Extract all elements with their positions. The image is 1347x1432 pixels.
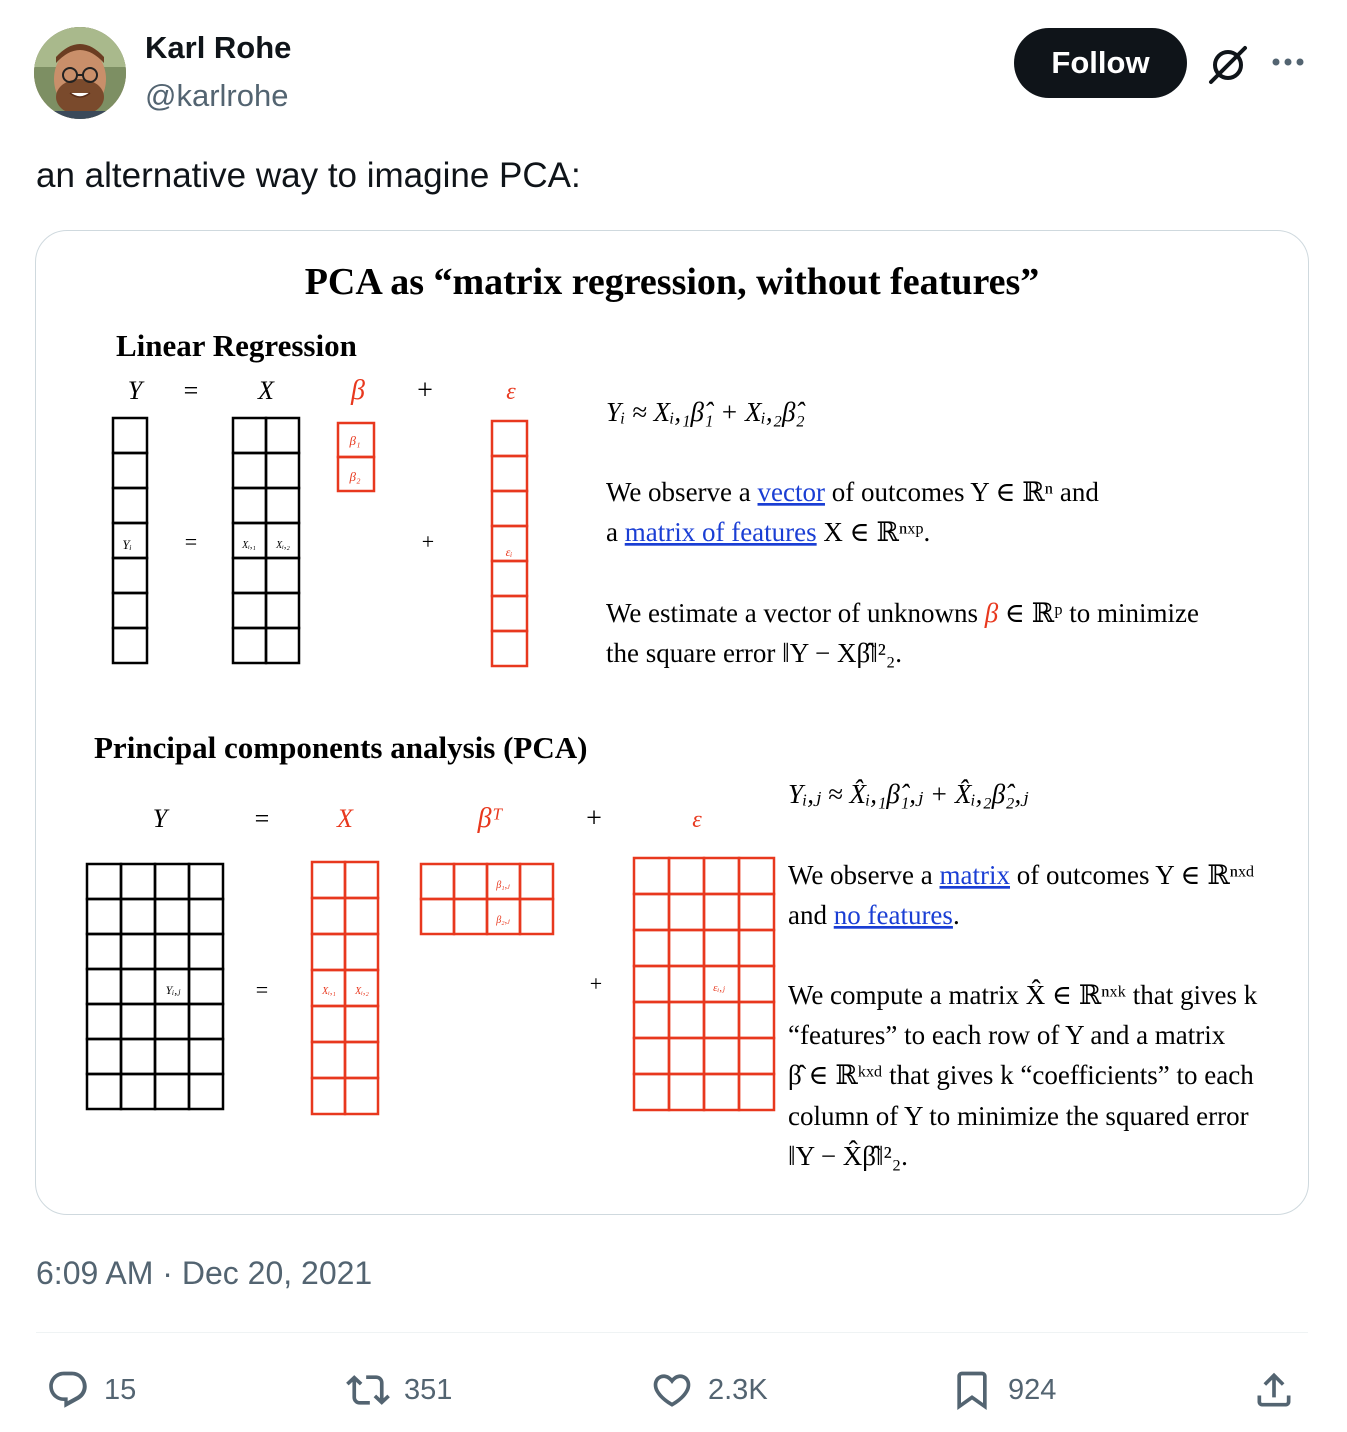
matrix-cell bbox=[312, 1006, 345, 1042]
matrix-cell bbox=[266, 593, 299, 628]
lr-middle-equals: = bbox=[184, 529, 198, 554]
lr-link-vector: vector bbox=[757, 477, 825, 507]
matrix-cell bbox=[113, 453, 147, 488]
lr-label-x: X bbox=[258, 376, 274, 405]
matrix-cell bbox=[189, 1004, 223, 1039]
matrix-cell bbox=[233, 488, 266, 523]
repost-icon bbox=[346, 1368, 390, 1412]
like-button[interactable] bbox=[650, 1365, 768, 1415]
matrix-cell bbox=[189, 899, 223, 934]
matrix-cell bbox=[113, 558, 147, 593]
matrix-cell bbox=[312, 934, 345, 970]
matrix-cell bbox=[87, 899, 121, 934]
lr-label-plus: + bbox=[417, 375, 433, 406]
pca-cell-y: Yᵢ,ⱼ bbox=[165, 983, 181, 997]
lr-link-matrix-features: matrix of features bbox=[624, 517, 817, 547]
matrix-cell bbox=[189, 864, 223, 899]
matrix-cell bbox=[634, 1038, 669, 1074]
lr-cell-b1: β₁ bbox=[349, 433, 361, 448]
matrix-cell bbox=[266, 558, 299, 593]
matrix-cell bbox=[266, 453, 299, 488]
matrix-cell bbox=[266, 628, 299, 663]
matrix-cell bbox=[704, 858, 739, 894]
matrix-cell bbox=[266, 418, 299, 453]
like-count: 2.3K bbox=[708, 1373, 768, 1406]
reply-button[interactable] bbox=[46, 1365, 136, 1415]
pca-cell-b1: β₁,ⱼ bbox=[496, 880, 510, 891]
matrix-cell bbox=[233, 418, 266, 453]
matrix-cell bbox=[87, 1004, 121, 1039]
pca-matrix-y bbox=[87, 864, 223, 1109]
matrix-cell bbox=[121, 969, 155, 1004]
matrix-cell bbox=[87, 969, 121, 1004]
matrix-cell bbox=[704, 1074, 739, 1110]
lr-cell-e: εᵢ bbox=[505, 545, 513, 559]
timestamp[interactable]: 6:09 AM · Dec 20, 2021 bbox=[36, 1255, 373, 1291]
matrix-cell bbox=[189, 969, 223, 1004]
repost-count: 351 bbox=[404, 1373, 453, 1406]
heart-icon bbox=[650, 1368, 694, 1412]
bookmark-button[interactable] bbox=[950, 1365, 1056, 1415]
lr-label-epsilon: ε bbox=[506, 379, 516, 405]
matrix-cell bbox=[121, 934, 155, 969]
matrix-cell bbox=[312, 898, 345, 934]
matrix-cell bbox=[155, 1004, 189, 1039]
matrix-cell bbox=[669, 1002, 704, 1038]
pca-compute-line5: ‖Y − X̂β̂‖²₂. bbox=[788, 1141, 908, 1171]
pca-link-no-features: no features bbox=[833, 900, 953, 930]
tweet-text: an alternative way to imagine PCA: bbox=[36, 156, 581, 195]
matrix-cell bbox=[233, 628, 266, 663]
share-icon bbox=[1252, 1368, 1296, 1412]
follow-button[interactable]: Follow bbox=[1014, 28, 1187, 98]
matrix-cell bbox=[634, 1002, 669, 1038]
matrix-cell bbox=[113, 418, 147, 453]
pca-observe-line1: We observe a matrix of outcomes Y ∈ ℝⁿˣᵈ bbox=[788, 860, 1255, 890]
pca-heading: Principal components analysis (PCA) bbox=[94, 730, 588, 765]
matrix-cell bbox=[492, 631, 527, 666]
pca-compute-line2: “features” to each row of Y and a matrix bbox=[788, 1020, 1226, 1050]
reply-count: 15 bbox=[104, 1373, 137, 1406]
matrix-cell bbox=[189, 1039, 223, 1074]
matrix-cell bbox=[345, 1078, 378, 1114]
matrix-cell bbox=[634, 930, 669, 966]
repost-button[interactable] bbox=[346, 1365, 452, 1415]
pca-label-plus: + bbox=[586, 803, 602, 834]
matrix-cell bbox=[155, 934, 189, 969]
matrix-cell bbox=[312, 1078, 345, 1114]
lr-heading: Linear Regression bbox=[116, 328, 357, 363]
lr-cell-b2: β₂ bbox=[349, 469, 361, 484]
divider bbox=[36, 1332, 1308, 1333]
matrix-cell bbox=[739, 1002, 774, 1038]
matrix-cell bbox=[312, 1042, 345, 1078]
avatar-image bbox=[34, 27, 126, 119]
matrix-cell bbox=[634, 858, 669, 894]
matrix-cell bbox=[492, 421, 527, 456]
lr-estimate-line2: the square error ‖Y − Xβ̂‖²₂. bbox=[606, 638, 903, 668]
pca-cell-x2: Xᵢ,₂ bbox=[355, 986, 369, 997]
pca-observe-line2: and no features. bbox=[788, 900, 960, 930]
matrix-cell bbox=[87, 934, 121, 969]
pca-label-equals: = bbox=[254, 804, 270, 833]
pca-label-y: Y bbox=[152, 804, 168, 833]
matrix-cell bbox=[189, 1074, 223, 1109]
matrix-cell bbox=[189, 934, 223, 969]
matrix-cell bbox=[520, 864, 553, 899]
matrix-cell bbox=[454, 864, 487, 899]
pca-cell-x1: Xᵢ,₁ bbox=[322, 986, 336, 997]
pca-matrix-betaT bbox=[421, 864, 553, 934]
lr-label-equals: = bbox=[183, 376, 199, 405]
matrix-cell bbox=[634, 966, 669, 1002]
matrix-cell bbox=[345, 934, 378, 970]
matrix-cell bbox=[121, 1039, 155, 1074]
matrix-cell bbox=[266, 488, 299, 523]
matrix-cell bbox=[492, 456, 527, 491]
matrix-cell bbox=[121, 899, 155, 934]
matrix-cell bbox=[669, 1038, 704, 1074]
matrix-cell bbox=[312, 862, 345, 898]
matrix-cell bbox=[739, 1074, 774, 1110]
lr-cell-x1: Xᵢ,₁ bbox=[242, 540, 256, 551]
matrix-cell bbox=[739, 930, 774, 966]
bookmark-count: 924 bbox=[1008, 1373, 1057, 1406]
grok-icon[interactable] bbox=[1205, 42, 1251, 88]
slide-figure bbox=[36, 231, 1308, 1214]
matrix-cell bbox=[520, 899, 553, 934]
lr-formula: Yᵢ ≈ Xᵢ,₁β̂₁ + Xᵢ,₂β̂₂ bbox=[606, 397, 805, 427]
author-handle[interactable]: @karlrohe bbox=[145, 78, 289, 113]
matrix-cell bbox=[704, 1002, 739, 1038]
matrix-cell bbox=[87, 864, 121, 899]
matrix-cell bbox=[345, 1006, 378, 1042]
author-name[interactable]: Karl Rohe bbox=[145, 30, 292, 65]
matrix-cell bbox=[739, 1038, 774, 1074]
reply-icon bbox=[46, 1368, 90, 1412]
pca-label-betaT: βᵀ bbox=[477, 803, 503, 834]
matrix-cell bbox=[155, 864, 189, 899]
matrix-cell bbox=[345, 862, 378, 898]
bookmark-icon bbox=[950, 1368, 994, 1412]
matrix-cell bbox=[454, 899, 487, 934]
matrix-cell bbox=[155, 1074, 189, 1109]
matrix-cell bbox=[345, 1042, 378, 1078]
pca-compute-line1: We compute a matrix X̂ ∈ ℝⁿˣᵏ that gives k bbox=[788, 980, 1258, 1010]
matrix-cell bbox=[121, 1004, 155, 1039]
pca-label-x: X bbox=[337, 804, 353, 833]
matrix-cell bbox=[634, 894, 669, 930]
pca-formula: Yᵢ,ⱼ ≈ X̂ᵢ,₁β̂₁,ⱼ + X̂ᵢ,₂β̂₂,ⱼ bbox=[788, 779, 1029, 809]
lr-label-y: Y bbox=[127, 376, 143, 405]
matrix-cell bbox=[87, 1039, 121, 1074]
matrix-cell bbox=[421, 899, 454, 934]
matrix-cell bbox=[233, 453, 266, 488]
matrix-cell bbox=[669, 894, 704, 930]
matrix-cell bbox=[155, 899, 189, 934]
pca-middle-equals: = bbox=[255, 977, 269, 1002]
matrix-cell bbox=[345, 898, 378, 934]
matrix-cell bbox=[704, 930, 739, 966]
lr-observe-line1: We observe a vector of outcomes Y ∈ ℝⁿ and bbox=[606, 477, 1099, 507]
pca-matrix-epsilon bbox=[634, 858, 774, 1110]
matrix-cell bbox=[233, 558, 266, 593]
pca-middle-plus: + bbox=[589, 971, 603, 996]
matrix-cell bbox=[739, 858, 774, 894]
lr-label-beta: β bbox=[351, 375, 365, 406]
matrix-cell bbox=[492, 561, 527, 596]
matrix-cell bbox=[155, 1039, 189, 1074]
matrix-cell bbox=[421, 864, 454, 899]
matrix-cell bbox=[87, 1074, 121, 1109]
matrix-cell bbox=[669, 858, 704, 894]
matrix-cell bbox=[669, 1074, 704, 1110]
lr-cell-x2: Xᵢ,₂ bbox=[276, 540, 290, 551]
pca-link-matrix: matrix bbox=[939, 860, 1010, 890]
pca-cell-e: εᵢ,ⱼ bbox=[713, 982, 725, 994]
matrix-cell bbox=[121, 864, 155, 899]
pca-compute-line3: β̂ ∈ ℝᵏˣᵈ that gives k “coefficients” to each bbox=[788, 1060, 1254, 1090]
matrix-cell bbox=[113, 593, 147, 628]
avatar[interactable] bbox=[34, 27, 126, 119]
matrix-cell bbox=[739, 894, 774, 930]
lr-middle-plus: + bbox=[421, 529, 435, 554]
matrix-cell bbox=[121, 1074, 155, 1109]
matrix-cell bbox=[492, 491, 527, 526]
matrix-cell bbox=[669, 966, 704, 1002]
attached-image[interactable] bbox=[35, 230, 1309, 1215]
lr-vector-epsilon bbox=[492, 421, 527, 666]
lr-estimate-line1: We estimate a vector of unknowns β ∈ ℝᵖ to minimize bbox=[606, 598, 1199, 628]
pca-cell-b2: β₂,ⱼ bbox=[496, 915, 510, 926]
matrix-cell bbox=[669, 930, 704, 966]
pca-compute-line4: column of Y to minimize the squared error bbox=[788, 1101, 1249, 1131]
matrix-cell bbox=[492, 596, 527, 631]
matrix-cell bbox=[113, 628, 147, 663]
matrix-cell bbox=[704, 894, 739, 930]
pca-label-epsilon: ε bbox=[692, 807, 702, 833]
matrix-cell bbox=[233, 593, 266, 628]
lr-observe-line2: a matrix of features X ∈ ℝⁿˣᵖ. bbox=[606, 517, 931, 547]
lr-cell-y: Yᵢ bbox=[122, 537, 132, 552]
matrix-cell bbox=[704, 1038, 739, 1074]
more-options-icon[interactable] bbox=[1268, 42, 1308, 82]
matrix-cell bbox=[113, 488, 147, 523]
matrix-cell bbox=[739, 966, 774, 1002]
matrix-cell bbox=[634, 1074, 669, 1110]
slide-title: PCA as “matrix regression, without features” bbox=[304, 261, 1040, 303]
share-button[interactable] bbox=[1252, 1365, 1310, 1415]
